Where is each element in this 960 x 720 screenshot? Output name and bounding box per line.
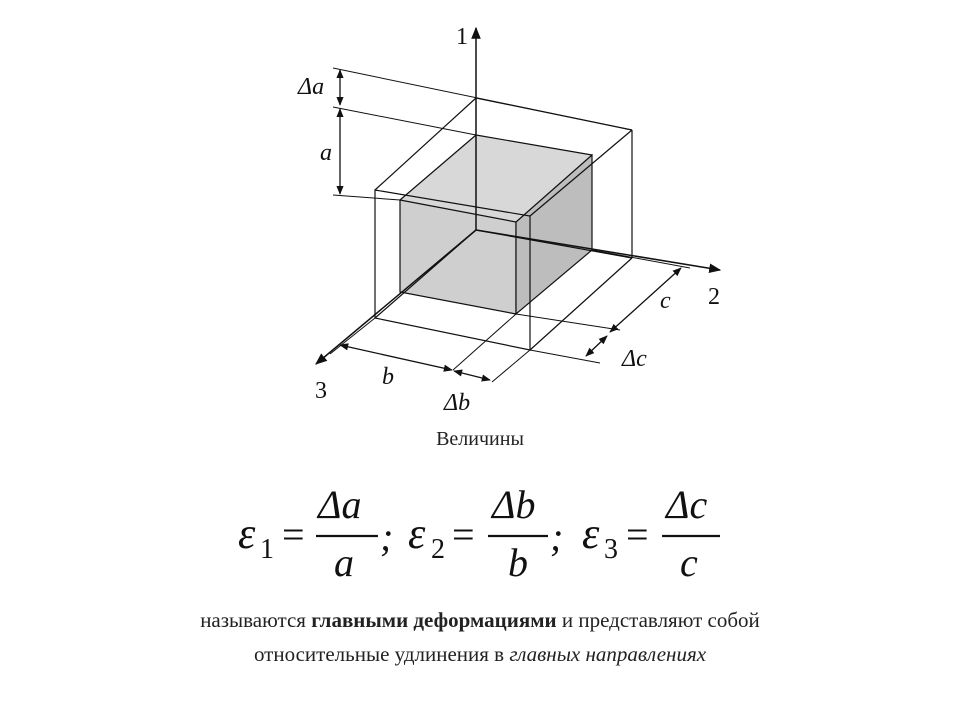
eps3-symbol: ε — [582, 509, 600, 558]
delta-a-label: Δa — [298, 74, 325, 100]
delta-c-label: Δc — [622, 346, 647, 372]
axis-3-label: 3 — [315, 378, 327, 404]
eps3-denominator: c — [680, 540, 698, 585]
eps2-separator: ; — [550, 514, 564, 559]
description-line-1 — [0, 608, 960, 633]
b-label: b — [382, 364, 394, 390]
eps2-numerator: Δb — [492, 482, 536, 527]
eps1-equals: = — [282, 512, 305, 557]
axis-2-label: 2 — [708, 284, 720, 310]
line1-prefix: называются — [200, 608, 312, 632]
eps1-subscript: 1 — [260, 534, 274, 565]
description-line-2 — [0, 642, 960, 667]
principal-strains-formula — [0, 478, 960, 588]
caption-top: Величины — [436, 428, 524, 450]
eps3-equals: = — [626, 512, 649, 557]
eps2-subscript: 2 — [431, 534, 445, 565]
inner-block — [400, 135, 592, 314]
c-label: c — [660, 288, 671, 314]
eps3-subscript: 3 — [604, 534, 618, 565]
b-dimension — [340, 345, 452, 370]
eps1-denominator: a — [334, 540, 354, 585]
eps2-equals: = — [452, 512, 475, 557]
line1-suffix: и представляют собой — [556, 608, 760, 632]
delta-c-dimension — [586, 336, 607, 356]
eps1-symbol: ε — [238, 509, 256, 558]
eps1-separator: ; — [380, 514, 394, 559]
eps1-numerator: Δa — [318, 482, 362, 527]
a-label: a — [320, 140, 332, 166]
eps2-denominator: b — [508, 540, 528, 585]
delta-b-label: Δb — [444, 390, 471, 416]
eps2-symbol: ε — [408, 509, 426, 558]
principal-strains-term: главными деформациями — [311, 608, 557, 632]
axis-1-label: 1 — [456, 24, 468, 50]
principal-directions-term: главных направлениях — [509, 642, 707, 666]
delta-b-dimension — [454, 371, 490, 380]
line2-prefix: относительные удлинения в — [253, 642, 510, 666]
eps3-numerator: Δc — [666, 482, 708, 527]
